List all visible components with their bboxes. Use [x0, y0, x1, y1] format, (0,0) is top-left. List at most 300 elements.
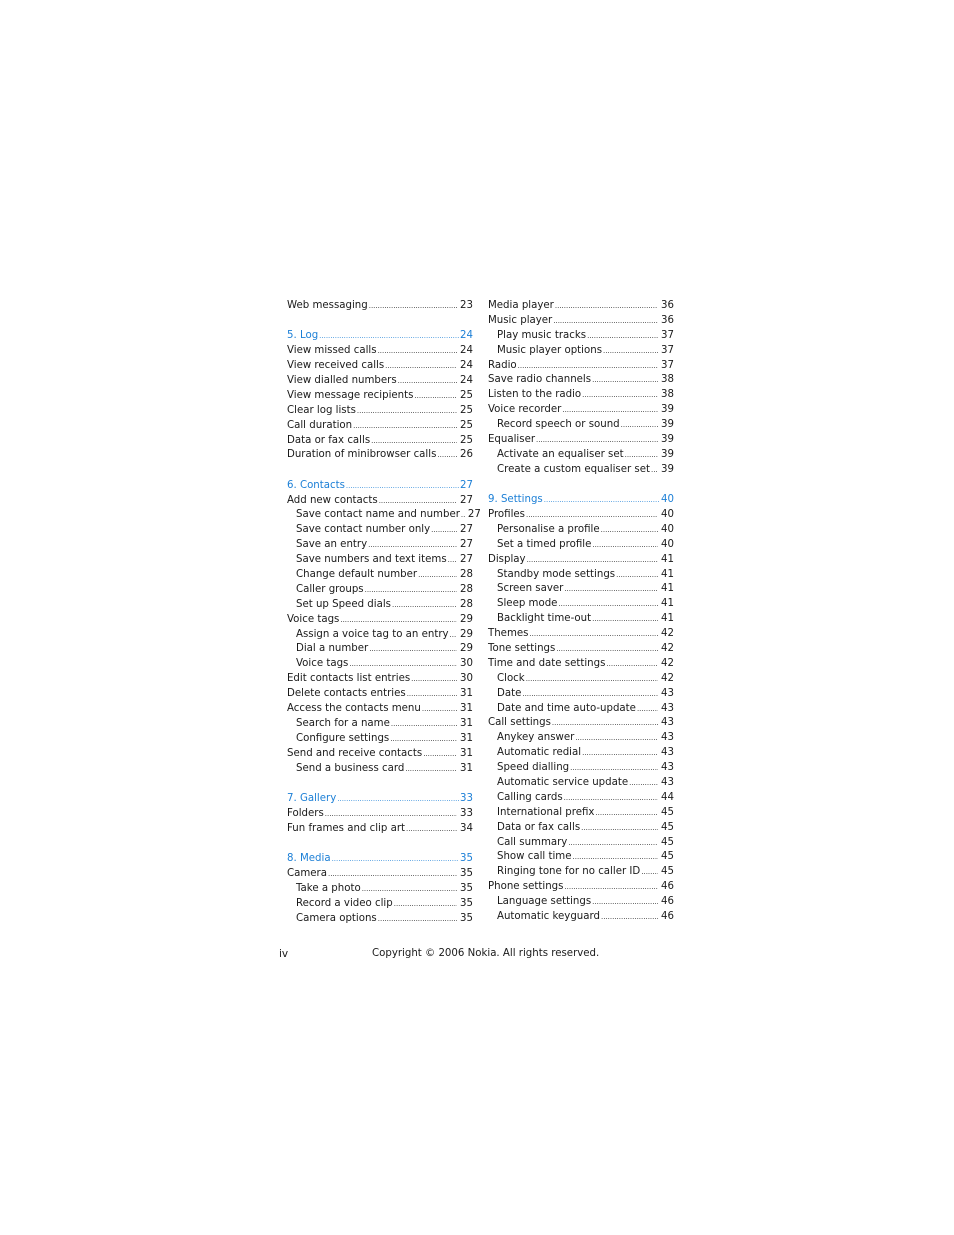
toc-dot-leader	[527, 553, 658, 568]
page-number: iv	[279, 948, 289, 960]
toc-entry-title: Record speech or sound	[497, 419, 620, 431]
toc-page-number: 29	[460, 613, 473, 625]
toc-entry-title: Call settings	[488, 717, 551, 729]
toc-entry-title: 7. Gallery	[287, 792, 337, 804]
toc-dot-leader	[365, 583, 457, 598]
toc-page-number: 41	[661, 613, 674, 625]
toc-dot-leader	[568, 836, 658, 851]
toc-dot-leader	[353, 419, 457, 434]
toc-page-number: 39	[661, 419, 674, 431]
toc-chapter-heading[interactable]	[287, 852, 473, 867]
toc-page-number: 24	[460, 374, 473, 386]
toc-page-number: 30	[460, 673, 473, 685]
toc-dot-leader	[562, 403, 658, 418]
toc-entry-title: 5. Log	[287, 330, 319, 342]
toc-page-number: 42	[661, 657, 674, 669]
toc-page-number: 40	[661, 538, 674, 550]
toc-entry[interactable]	[287, 747, 473, 762]
toc-page-number: 27	[467, 509, 481, 521]
toc-entry-title: Show call time	[497, 851, 572, 863]
toc-entry[interactable]	[488, 627, 674, 642]
toc-entry-title: Camera options	[296, 912, 377, 924]
toc-entry-title: Radio	[488, 359, 517, 371]
toc-dot-leader	[398, 374, 457, 389]
toc-page-number: 45	[661, 851, 674, 863]
toc-entry[interactable]	[287, 732, 473, 747]
toc-chapter-heading[interactable]	[287, 329, 473, 344]
toc-entry[interactable]	[287, 568, 473, 583]
toc-entry-title: Phone settings	[488, 881, 564, 893]
toc-entry-title: Take a photo	[296, 882, 361, 894]
toc-entry[interactable]	[287, 404, 473, 419]
toc-dot-leader	[340, 613, 457, 628]
toc-entry-title: Personalise a profile	[497, 523, 600, 535]
toc-page-number: 37	[661, 359, 674, 371]
toc-entry-title: Calling cards	[497, 791, 563, 803]
toc-entry[interactable]	[488, 418, 674, 433]
toc-dot-leader	[437, 448, 457, 463]
toc-entry[interactable]	[488, 403, 674, 418]
toc-entry-title: Music player options	[497, 344, 603, 356]
toc-dot-leader	[369, 299, 457, 314]
toc-dot-leader	[637, 702, 658, 717]
toc-entry[interactable]	[287, 374, 473, 389]
toc-page-number: 27	[460, 524, 473, 536]
toc-dot-leader	[390, 732, 457, 747]
toc-entry[interactable]	[488, 523, 674, 538]
toc-page-number: 23	[460, 299, 473, 311]
toc-dot-leader	[582, 388, 658, 403]
toc-page-number: 41	[661, 583, 674, 595]
toc-page-number: 38	[661, 374, 674, 386]
toc-entry[interactable]	[287, 867, 473, 882]
toc-entry[interactable]	[488, 821, 674, 836]
toc-page-number: 37	[661, 329, 674, 341]
toc-entry[interactable]	[287, 657, 473, 672]
toc-dot-leader	[555, 299, 658, 314]
toc-page-number: 31	[460, 717, 473, 729]
toc-page-number: 27	[460, 554, 473, 566]
toc-entry-title: Send a business card	[296, 762, 405, 774]
toc-page-number: 43	[661, 776, 674, 788]
toc-dot-leader	[564, 582, 658, 597]
toc-entry[interactable]	[287, 434, 473, 449]
toc-page-number: 43	[661, 732, 674, 744]
toc-dot-leader	[606, 657, 658, 672]
toc-entry[interactable]	[287, 598, 473, 613]
toc-entry-title: Search for a name	[296, 717, 390, 729]
toc-dot-leader	[544, 493, 660, 508]
toc-page-number: 45	[661, 836, 674, 848]
toc-page-number: 33	[460, 792, 473, 804]
toc-entry[interactable]	[488, 463, 674, 478]
toc-dot-leader	[346, 479, 459, 494]
toc-dot-leader	[414, 389, 457, 404]
toc-dot-leader	[349, 657, 457, 672]
toc-page-number: 27	[460, 479, 473, 491]
toc-entry-title: 6. Contacts	[287, 479, 345, 491]
toc-entry-title: Delete contacts entries	[287, 688, 406, 700]
toc-dot-leader	[526, 672, 658, 687]
toc-page-number: 31	[460, 703, 473, 715]
toc-entry-title: Themes	[488, 628, 529, 640]
toc-entry[interactable]	[488, 687, 674, 702]
toc-entry-title: Play music tracks	[497, 329, 587, 341]
toc-entry[interactable]	[488, 865, 674, 880]
toc-dot-leader	[592, 538, 658, 553]
toc-entry-title: Voice tags	[287, 613, 340, 625]
toc-entry[interactable]	[287, 553, 473, 568]
toc-entry-title: Access the contacts menu	[287, 703, 421, 715]
toc-page-number: 45	[661, 866, 674, 878]
toc-page-number: 43	[661, 762, 674, 774]
toc-right-column	[488, 299, 674, 925]
toc-dot-leader	[418, 568, 457, 583]
toc-dot-leader	[369, 642, 457, 657]
toc-dot-leader	[385, 359, 457, 374]
toc-entry[interactable]	[287, 762, 473, 777]
toc-entry[interactable]	[488, 850, 674, 865]
toc-entry-title: Listen to the radio	[488, 389, 582, 401]
toc-entry[interactable]	[488, 672, 674, 687]
toc-entry-title: Voice recorder	[488, 404, 562, 416]
toc-entry-title: Backlight time-out	[497, 613, 592, 625]
toc-entry-title: 8. Media	[287, 852, 331, 864]
toc-dot-leader	[629, 776, 658, 791]
toc-entry-title: Duration of minibrowser calls	[287, 449, 437, 461]
toc-entry[interactable]	[488, 314, 674, 329]
toc-entry-title: International prefix	[497, 806, 595, 818]
toc-dot-leader	[526, 508, 658, 523]
toc-entry[interactable]	[488, 329, 674, 344]
toc-dot-leader	[581, 821, 658, 836]
toc-page-number: 24	[460, 360, 473, 372]
toc-dot-leader	[522, 687, 658, 702]
toc-entry[interactable]	[287, 419, 473, 434]
toc-entry[interactable]	[287, 642, 473, 657]
toc-page-number: 36	[661, 314, 674, 326]
toc-entry-title: Edit contacts list entries	[287, 673, 411, 685]
toc-page-number: 42	[661, 672, 674, 684]
toc-page-number: 25	[460, 389, 473, 401]
toc-entry[interactable]	[287, 359, 473, 374]
toc-entry-title: Call summary	[497, 836, 568, 848]
toc-entry-title: Save an entry	[296, 539, 368, 551]
toc-page-number: 39	[661, 434, 674, 445]
toc-entry[interactable]	[488, 299, 674, 314]
toc-dot-leader	[564, 791, 658, 806]
toc-page-number: 43	[661, 687, 674, 699]
toc-entry[interactable]	[488, 612, 674, 627]
toc-entry[interactable]	[287, 494, 473, 509]
toc-entry[interactable]	[287, 897, 473, 912]
toc-entry-title: Data or fax calls	[287, 434, 371, 446]
toc-entry-title: Music player	[488, 314, 553, 326]
toc-entry-title: Profiles	[488, 508, 525, 520]
toc-entry[interactable]	[488, 433, 674, 448]
toc-entry[interactable]	[287, 508, 481, 523]
toc-page-number: 42	[661, 642, 674, 654]
toc-page-number: 34	[460, 822, 473, 834]
toc-entry[interactable]	[287, 299, 473, 314]
toc-page-number: 28	[460, 583, 473, 595]
toc-dot-leader	[575, 731, 658, 746]
toc-entry[interactable]	[488, 895, 674, 910]
toc-entry-title: Dial a number	[296, 643, 369, 655]
toc-chapter-heading[interactable]	[287, 792, 473, 807]
toc-entry-title: Sleep mode	[497, 598, 558, 610]
toc-page-number: 35	[460, 882, 473, 894]
toc-dot-leader	[518, 359, 658, 374]
toc-entry[interactable]	[287, 702, 473, 717]
toc-entry-title: Standby mode settings	[497, 568, 616, 580]
toc-entry[interactable]	[287, 448, 473, 463]
toc-page-number: 31	[460, 762, 473, 774]
toc-page-number: 42	[661, 628, 674, 640]
toc-entry[interactable]	[287, 687, 473, 702]
toc-chapter-heading[interactable]	[488, 493, 674, 508]
toc-page-number: 40	[661, 494, 674, 506]
toc-entry[interactable]	[488, 553, 674, 568]
toc-page-number: 27	[460, 494, 473, 506]
toc-entry[interactable]	[287, 717, 473, 732]
toc-dot-leader	[558, 597, 658, 612]
toc-dot-leader	[407, 687, 457, 702]
toc-entry-title: Clear log lists	[287, 404, 356, 416]
toc-entry[interactable]	[287, 613, 473, 628]
toc-entry[interactable]	[287, 538, 473, 553]
toc-entry[interactable]	[488, 388, 674, 403]
toc-entry-title: Clock	[497, 672, 525, 684]
toc-entry-title: View message recipients	[287, 389, 414, 401]
toc-dot-leader	[529, 627, 658, 642]
toc-entry-title: Save contact number only	[296, 524, 431, 536]
toc-page-number: 43	[661, 702, 674, 714]
toc-dot-leader	[371, 434, 457, 449]
toc-page-number: 39	[661, 448, 674, 460]
toc-dot-leader	[592, 373, 658, 388]
toc-entry-title: Caller groups	[296, 583, 364, 595]
toc-entry-title: Change default number	[296, 569, 418, 581]
toc-dot-leader	[328, 867, 457, 882]
toc-dot-leader	[603, 344, 658, 359]
toc-entry-title: Folders	[287, 807, 324, 819]
toc-dot-leader	[378, 344, 457, 359]
toc-entry-title: Set a timed profile	[497, 538, 592, 550]
toc-entry-title: Screen saver	[497, 583, 564, 595]
toc-entry[interactable]	[287, 344, 473, 359]
toc-page-number: 33	[460, 807, 473, 819]
toc-entry[interactable]	[287, 822, 473, 837]
toc-entry-title: View missed calls	[287, 345, 377, 357]
toc-entry[interactable]	[287, 628, 473, 643]
toc-entry[interactable]	[287, 882, 473, 897]
toc-page-number: 43	[661, 717, 674, 729]
toc-entry[interactable]	[488, 702, 674, 717]
toc-entry-title: Create a custom equaliser set	[497, 463, 650, 475]
toc-entry[interactable]	[488, 582, 674, 597]
toc-entry-title: Anykey answer	[497, 732, 575, 744]
toc-page-number: 26	[460, 449, 473, 461]
toc-dot-leader	[325, 807, 457, 822]
toc-spacer	[287, 463, 473, 478]
toc-entry-title: Automatic keyguard	[497, 911, 600, 922]
toc-dot-leader	[394, 897, 457, 912]
toc-entry[interactable]	[287, 912, 473, 927]
toc-dot-leader	[368, 538, 457, 553]
toc-entry[interactable]	[488, 568, 674, 583]
toc-entry[interactable]	[488, 642, 674, 657]
toc-dot-leader	[357, 404, 457, 419]
toc-entry[interactable]	[488, 716, 674, 731]
toc-page-number: 46	[661, 881, 674, 893]
toc-entry-title: View received calls	[287, 360, 385, 372]
toc-entry-title: Ringing tone for no caller ID	[497, 866, 641, 878]
toc-page-number: 41	[661, 553, 674, 565]
toc-page-number: 36	[661, 299, 674, 311]
toc-entry[interactable]	[488, 344, 674, 359]
toc-entry[interactable]	[488, 373, 674, 388]
toc-page-number: 35	[460, 867, 473, 879]
toc-dot-leader	[319, 329, 459, 344]
toc-entry[interactable]	[287, 672, 473, 687]
toc-page-number: 41	[661, 598, 674, 610]
toc-left-column	[287, 299, 481, 926]
toc-page-number: 45	[661, 806, 674, 818]
toc-dot-leader	[564, 880, 658, 895]
toc-page-number: 38	[661, 389, 674, 401]
toc-dot-leader	[411, 672, 457, 687]
toc-dot-leader	[552, 716, 658, 731]
toc-page-number: 45	[661, 821, 674, 833]
toc-page-number: 28	[460, 598, 473, 610]
toc-entry-title: Automatic service update	[497, 776, 629, 788]
toc-dot-leader	[587, 329, 658, 344]
copyright-notice: Copyright © 2006 Nokia. All rights reserved.	[372, 948, 600, 959]
toc-entry[interactable]	[488, 538, 674, 553]
toc-entry-title: Save numbers and text items	[296, 554, 447, 566]
toc-page-number: 39	[661, 404, 674, 416]
toc-page-number: 30	[460, 658, 473, 670]
toc-entry[interactable]	[488, 791, 674, 806]
toc-entry[interactable]	[488, 880, 674, 895]
toc-entry-title: Camera	[287, 867, 327, 879]
toc-chapter-heading[interactable]	[287, 479, 473, 494]
toc-spacer	[287, 314, 473, 329]
toc-page-number: 25	[460, 404, 473, 416]
toc-spacer	[287, 837, 473, 852]
toc-entry-title: Fun frames and clip art	[287, 822, 406, 834]
toc-page-number: 31	[460, 732, 473, 744]
toc-entry[interactable]	[488, 448, 674, 463]
toc-entry-title: Display	[488, 553, 526, 565]
toc-entry[interactable]	[488, 746, 674, 761]
toc-dot-leader	[391, 717, 457, 732]
toc-dot-leader	[651, 463, 658, 478]
toc-page-number: 31	[460, 747, 473, 759]
toc-dot-leader	[616, 568, 658, 583]
toc-dot-leader	[625, 448, 658, 463]
toc-entry[interactable]	[488, 776, 674, 791]
toc-entry-title: Assign a voice tag to an entry	[296, 628, 449, 640]
toc-dot-leader	[641, 865, 658, 880]
toc-dot-leader	[553, 314, 658, 329]
toc-dot-leader	[592, 612, 658, 627]
toc-page-number: 41	[661, 568, 674, 580]
toc-page-number: 46	[661, 896, 674, 908]
toc-entry[interactable]	[488, 508, 674, 523]
toc-dot-leader	[332, 852, 459, 867]
toc-entry-title: Call duration	[287, 419, 353, 431]
toc-entry-title: Speed dialling	[497, 762, 570, 774]
toc-page-number: 25	[460, 434, 473, 446]
toc-entry[interactable]	[287, 523, 473, 538]
toc-page-number: 37	[661, 344, 674, 356]
toc-entry[interactable]	[488, 806, 674, 821]
toc-page-number: 29	[460, 643, 473, 655]
toc-entry-title: Data or fax calls	[497, 821, 581, 833]
toc-dot-leader	[536, 433, 658, 448]
toc-entry-title: 9. Settings	[488, 494, 543, 506]
toc-page-number: 24	[460, 345, 473, 357]
toc-entry-title: Add new contacts	[287, 494, 378, 506]
toc-entry[interactable]	[488, 836, 674, 851]
toc-dot-leader	[423, 747, 457, 762]
toc-dot-leader	[556, 642, 658, 657]
toc-dot-leader	[448, 553, 457, 568]
toc-entry-title: Save contact name and number	[296, 509, 460, 521]
toc-entry-title: Save radio channels	[488, 374, 592, 386]
toc-entry-title: Date	[497, 687, 522, 699]
toc-entry[interactable]	[287, 807, 473, 822]
toc-dot-leader	[461, 508, 465, 523]
toc-entry[interactable]	[488, 761, 674, 776]
toc-dot-leader	[431, 523, 457, 538]
toc-entry[interactable]	[488, 657, 674, 672]
toc-page-number: 40	[661, 508, 674, 520]
toc-dot-leader	[405, 762, 457, 777]
toc-dot-leader	[592, 895, 658, 910]
toc-entry[interactable]	[488, 597, 674, 612]
toc-entry-title: Tone settings	[488, 642, 556, 654]
toc-dot-leader	[601, 523, 658, 538]
toc-dot-leader	[573, 850, 659, 865]
toc-entry[interactable]	[488, 359, 674, 374]
toc-dot-leader	[379, 494, 457, 509]
toc-entry[interactable]	[488, 910, 674, 925]
toc-entry-title: Web messaging	[287, 299, 368, 311]
toc-page-number: 40	[661, 523, 674, 535]
toc-dot-leader	[378, 912, 457, 927]
toc-entry-title: Activate an equaliser set	[497, 448, 624, 460]
toc-entry[interactable]	[287, 583, 473, 598]
toc-dot-leader	[621, 418, 658, 433]
toc-page-number: 39	[661, 463, 674, 475]
toc-page-number: 31	[460, 688, 473, 700]
toc-page-number: 29	[460, 628, 473, 640]
toc-dot-leader	[570, 761, 658, 776]
toc-entry-title: Media player	[488, 299, 554, 311]
toc-entry-title: Send and receive contacts	[287, 747, 423, 759]
toc-dot-leader	[422, 702, 457, 717]
toc-entry[interactable]	[287, 389, 473, 404]
toc-page-number: 35	[460, 912, 473, 924]
toc-dot-leader	[406, 822, 457, 837]
toc-entry[interactable]	[488, 731, 674, 746]
toc-entry-title: Set up Speed dials	[296, 598, 391, 610]
toc-page-number: 44	[661, 791, 674, 803]
toc-entry-title: Time and date settings	[488, 657, 606, 669]
